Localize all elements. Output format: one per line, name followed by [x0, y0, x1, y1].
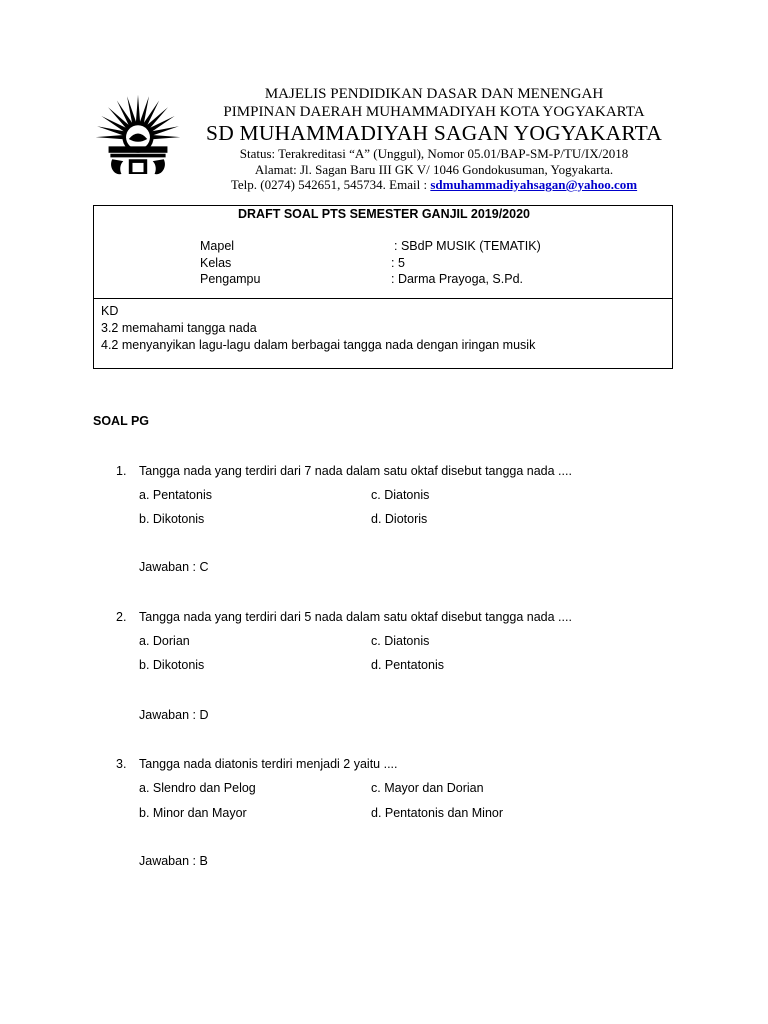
kd-item-2: 4.2 menyanyikan lagu-lagu dalam berbagai tangga nada dengan iringan musik	[101, 338, 536, 352]
option-b: b. Minor dan Mayor	[139, 806, 247, 820]
field-value-kelas: : 5	[391, 256, 405, 270]
header-line-2: PIMPINAN DAERAH MUHAMMADIYAH KOTA YOGYAKARTA	[223, 104, 645, 120]
phone-text: Telp. (0274) 542651, 545734. Email :	[230, 177, 431, 192]
draft-title: DRAFT SOAL PTS SEMESTER GANJIL 2019/2020	[238, 207, 530, 221]
header-line-1: MAJELIS PENDIDIKAN DASAR DAN MENENGAH	[264, 86, 604, 102]
option-d: d. Pentatonis dan Minor	[371, 806, 504, 820]
question-number: 2.	[116, 610, 127, 624]
option-b: b. Dikotonis	[139, 658, 205, 672]
option-a: a. Slendro dan Pelog	[139, 781, 256, 795]
field-label-pengampu: Pengampu	[200, 272, 261, 286]
school-address: Alamat: Jl. Sagan Baru III GK V/ 1046 Gondokusuman, Yogyakarta.	[254, 161, 614, 177]
answer-key: Jawaban : B	[139, 854, 208, 868]
answer-key: Jawaban : D	[139, 708, 209, 722]
question-number: 1.	[116, 464, 127, 478]
field-label-kelas: Kelas	[200, 256, 232, 270]
accreditation-status: Status: Terakreditasi “A” (Unggul), Nomor 05.01/BAP-SM-P/TU/IX/2018	[239, 146, 629, 161]
field-value-mapel: : SBdP MUSIK (TEMATIK)	[394, 239, 541, 253]
contact-line	[200, 177, 668, 193]
school-name: SD MUHAMMADIYAH SAGAN YOGYAKARTA	[206, 121, 662, 145]
option-b: b. Dikotonis	[139, 512, 205, 526]
muhammadiyah-logo	[92, 93, 184, 185]
section-title: SOAL PG	[93, 414, 150, 428]
email-link[interactable]: sdmuhammadiyahsagan@yahoo.com	[430, 177, 638, 192]
field-value-pengampu: : Darma Prayoga, S.Pd.	[391, 272, 524, 286]
option-c: c. Diatonis	[371, 488, 430, 502]
question-text: Tangga nada yang terdiri dari 5 nada dalam satu oktaf disebut tangga nada ....	[139, 610, 572, 624]
kd-title: KD	[101, 304, 119, 318]
question-text: Tangga nada yang terdiri dari 7 nada dalam satu oktaf disebut tangga nada ....	[139, 464, 572, 478]
question-text: Tangga nada diatonis terdiri menjadi 2 yaitu ....	[139, 757, 398, 771]
option-d: d. Diotoris	[371, 512, 428, 526]
option-a: a. Dorian	[139, 634, 190, 648]
question-number: 3.	[116, 757, 127, 771]
kd-item-1: 3.2 memahami tangga nada	[101, 321, 257, 335]
answer-key: Jawaban : C	[139, 560, 209, 574]
option-c: c. Mayor dan Dorian	[371, 781, 484, 795]
letterhead	[200, 85, 668, 193]
option-c: c. Diatonis	[371, 634, 430, 648]
field-label-mapel: Mapel	[200, 239, 235, 253]
option-d: d. Pentatonis	[371, 658, 444, 672]
option-a: a. Pentatonis	[139, 488, 212, 502]
